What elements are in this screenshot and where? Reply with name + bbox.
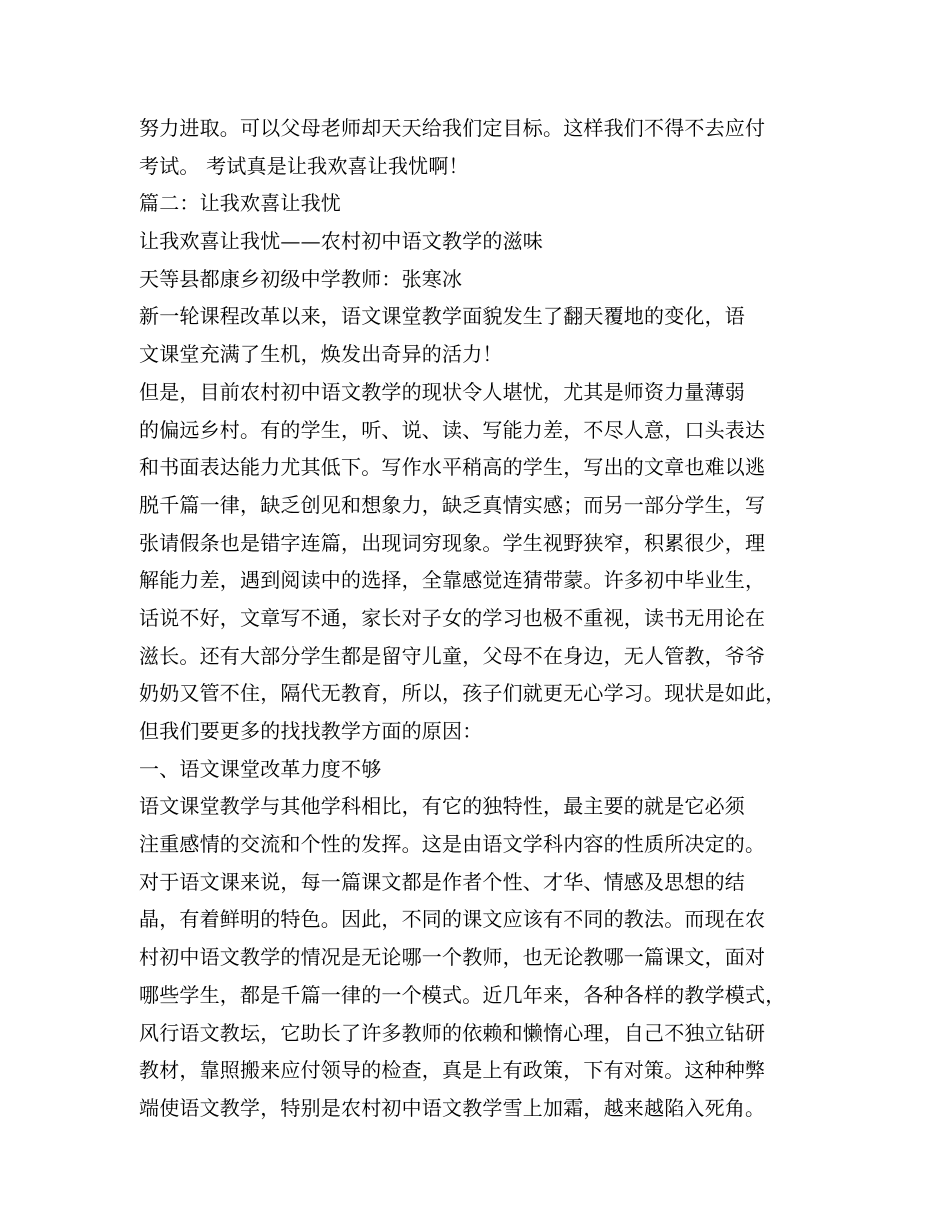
text-line: 话说不好，文章写不通，家长对子女的学习也极不重视，读书无用论在 — [139, 605, 766, 630]
text-line: 张请假条也是错字连篇，出现词穷现象。学生视野狭窄，积累很少，理 — [139, 530, 766, 555]
text-line: 新一轮课程改革以来，语文课堂教学面貌发生了翻天覆地的变化，语 — [139, 304, 745, 329]
text-line: 但是，目前农村初中语文教学的现状令人堪忧，尤其是师资力量薄弱 — [139, 379, 745, 404]
text-line: 哪些学生，都是千篇一律的一个模式。近几年来，各种各样的教学模式， — [139, 982, 786, 1007]
text-line: 滋长。还有大部分学生都是留守儿童，父母不在身边，无人管教，爷爷 — [139, 643, 766, 668]
text-line: 文课堂充满了生机，焕发出奇异的活力！ — [139, 342, 503, 367]
text-line: 的偏远乡村。有的学生，听、说、读、写能力差，不尽人意，口头表达 — [139, 417, 766, 442]
text-line: 端使语文教学，特别是农村初中语文教学雪上加霜，越来越陷入死角。 — [139, 1095, 766, 1120]
text-line: 语文课堂教学与其他学科相比，有它的独特性，最主要的就是它必须 — [139, 794, 745, 819]
text-line: 教材，靠照搬来应付领导的检查，真是上有政策，下有对策。这种种弊 — [139, 1058, 766, 1083]
text-line: 但我们要更多的找找教学方面的原因： — [139, 719, 483, 743]
text-line: 和书面表达能力尤其低下。写作水平稍高的学生，写出的文章也难以逃 — [139, 455, 766, 480]
text-line: 对于语文课来说，每一篇课文都是作者个性、才华、情感及思想的结 — [139, 869, 745, 894]
body-text — [139, 110, 829, 1128]
text-line: 考试。 考试真是让我欢喜让我忧啊！ — [139, 153, 469, 178]
text-line: 风行语文教坛，它助长了许多教师的依赖和懒惰心理，自己不独立钻研 — [139, 1020, 766, 1045]
text-line: 晶，有着鲜明的特色。因此，不同的课文应该有不同的教法。而现在农 — [139, 907, 766, 932]
text-line: 解能力差，遇到阅读中的选择，全靠感觉连猜带蒙。许多初中毕业生， — [139, 568, 766, 593]
subsection-heading: 一、语文课堂改革力度不够 — [139, 756, 382, 781]
text-line: 努力进取。可以父母老师却天天给我们定目标。这样我们不得不去应付 — [139, 116, 766, 140]
article-title: 让我欢喜让我忧——农村初中语文教学的滋味 — [139, 229, 543, 254]
text-line: 奶奶又管不住，隔代无教育，所以，孩子们就更无心学习。现状是如此， — [139, 681, 786, 706]
section-heading: 篇二：让我欢喜让我忧 — [139, 191, 341, 216]
text-line: 脱千篇一律，缺乏创见和想象力，缺乏真情实感；而另一部分学生，写 — [139, 492, 766, 517]
author-line: 天等县都康乡初级中学教师：张寒冰 — [139, 266, 463, 291]
text-line: 村初中语文教学的情况是无论哪一个教师，也无论教哪一篇课文，面对 — [139, 945, 766, 970]
text-line: 注重感情的交流和个性的发挥。这是由语文学科内容的性质所决定的。 — [139, 832, 766, 857]
